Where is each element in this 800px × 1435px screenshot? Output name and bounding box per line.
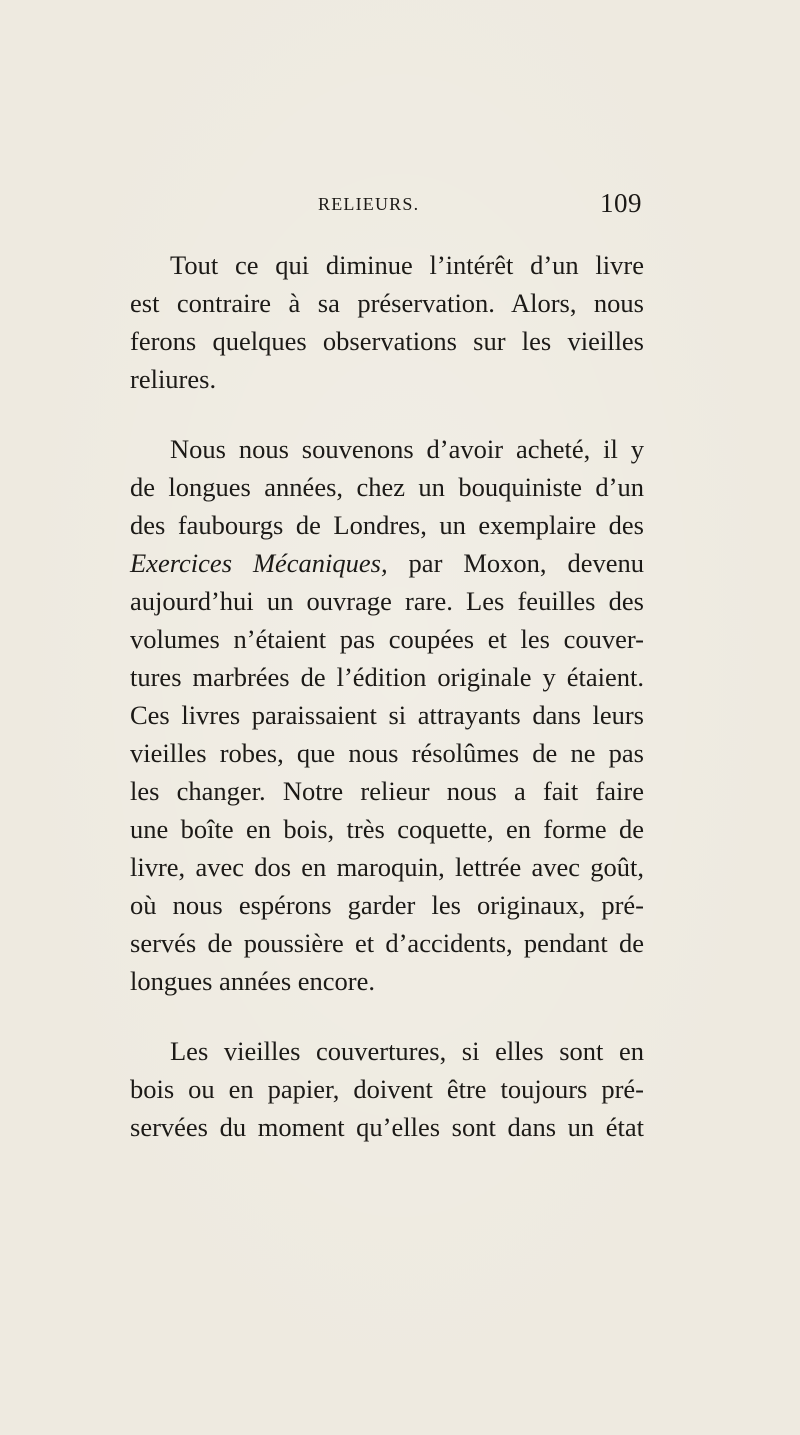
- text-line: de longues années, chez un bouquiniste d’un: [130, 472, 644, 502]
- text-line: est contraire à sa préservation. Alors, nous: [130, 288, 644, 318]
- text-line-with-italic-title: [130, 544, 644, 582]
- text-line: des faubourgs de Londres, un exemplaire des: [130, 510, 644, 540]
- paragraph-gap: [130, 1000, 644, 1032]
- text-line: Nous nous souvenons d’avoir acheté, il y: [170, 434, 644, 464]
- text-line: vieilles robes, que nous résolûmes de ne pas: [130, 738, 644, 768]
- page-number: 109: [600, 188, 642, 218]
- text-line: les changer. Notre relieur nous a fait faire: [130, 776, 644, 806]
- text-line: aujourd’hui un ouvrage rare. Les feuilles des: [130, 586, 644, 616]
- paragraph-gap: [130, 398, 644, 430]
- text-line: reliures.: [130, 364, 217, 394]
- paragraph: [130, 430, 644, 1000]
- body-text: [130, 246, 644, 1146]
- text-line: Tout ce qui diminue l’intérêt d’un livre: [170, 250, 644, 280]
- text-line: Ces livres paraissaient si attrayants dans leurs: [130, 700, 644, 730]
- text-line: longues années encore.: [130, 966, 376, 996]
- text-line: une boîte en bois, très coquette, en forme de: [130, 814, 644, 844]
- text-line: servés de poussière et d’accidents, pendant de: [130, 928, 644, 958]
- paragraph: [130, 1032, 644, 1146]
- text-line: servées du moment qu’elles sont dans un état: [130, 1112, 644, 1142]
- text-line: volumes n’étaient pas coupées et les couver-: [130, 624, 644, 654]
- text-line: tures marbrées de l’édition originale y étaient.: [130, 662, 644, 692]
- text-line: où nous espérons garder les originaux, pré-: [130, 890, 644, 920]
- text-line: ferons quelques observations sur les vieilles: [130, 326, 644, 356]
- text-fragment: par Moxon, devenu: [387, 548, 644, 578]
- italic-book-title: Exercices Mécaniques,: [130, 548, 388, 578]
- text-line: Les vieilles couvertures, si elles sont en: [170, 1036, 644, 1066]
- paragraph: [130, 246, 644, 398]
- text-line: livre, avec dos en maroquin, lettrée avec goût,: [130, 852, 644, 882]
- running-title: RELIEURS.: [318, 194, 420, 214]
- text-line: bois ou en papier, doivent être toujours pré-: [130, 1074, 644, 1104]
- running-head: [130, 188, 642, 228]
